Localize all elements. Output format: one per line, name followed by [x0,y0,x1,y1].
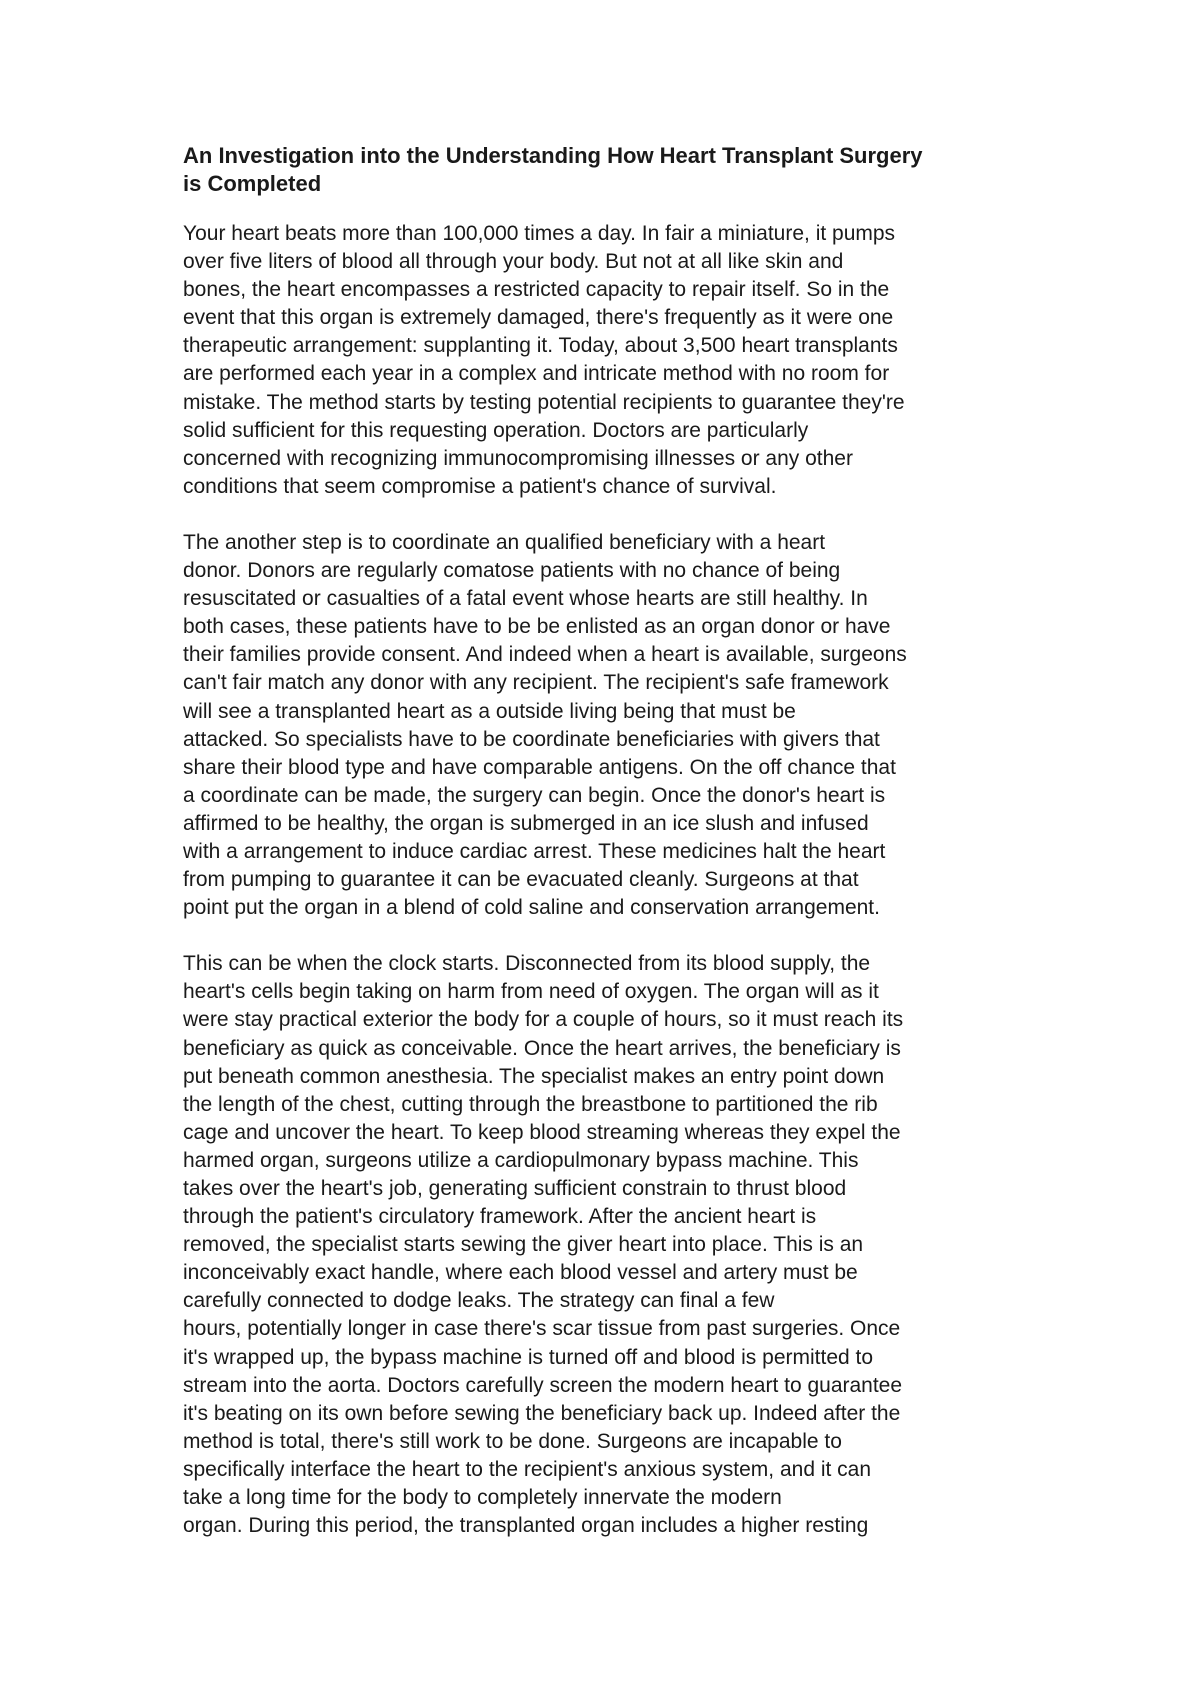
text-line: share their blood type and have comparable antigens. On the off chance that [183,755,896,779]
text-line: specifically interface the heart to the recipient's anxious system, and it can [183,1457,872,1481]
text-line: from pumping to guarantee it can be evacuated cleanly. Surgeons at that [183,868,859,892]
text-line: will see a transplanted heart as a outside living being that must be [183,699,796,723]
text-line: take a long time for the body to completely innervate the modern [183,1486,782,1510]
text-line: through the patient's circulatory framework. After the ancient heart is [183,1205,817,1229]
text-line: inconceivably exact handle, where each blood vessel and artery must be [183,1261,858,1285]
text-line: solid sufficient for this requesting operation. Doctors are particularly [183,418,809,442]
text-line: removed, the specialist starts sewing the giver heart into place. This is an [183,1233,864,1257]
text-line: beneficiary as quick as conceivable. Once the heart arrives, the beneficiary is [183,1036,901,1060]
title-line: An Investigation into the Understanding How Heart Transplant Surgery [183,143,923,168]
text-line: heart's cells begin taking on harm from need of oxygen. The organ will as it [183,980,879,1004]
text-line: harmed organ, surgeons utilize a cardiopulmonary bypass machine. This [183,1148,859,1172]
text-line: put beneath common anesthesia. The specialist makes an entry point down [183,1064,885,1088]
text-line: resuscitated or casualties of a fatal event whose hearts are still healthy. In [183,587,868,611]
text-line: it's beating on its own before sewing the beneficiary back up. Indeed after the [183,1401,901,1425]
text-line: mistake. The method starts by testing potential recipients to guarantee they're [183,390,905,414]
text-line: takes over the heart's job, generating sufficient constrain to thrust blood [183,1177,847,1200]
text-line: both cases, these patients have to be be enlisted as an organ donor or have [183,615,891,639]
text-line: it's wrapped up, the bypass machine is turned off and blood is permitted to [183,1345,874,1369]
text-line: with a arrangement to induce cardiac arrest. These medicines halt the heart [183,839,886,863]
text-line: were stay practical exterior the body for a couple of hours, so it must reach its [183,1008,904,1032]
text-line: Your heart beats more than 100,000 times a day. In fair a miniature, it pumps [183,222,896,245]
text-line: hours, potentially longer in case there's scar tissue from past surgeries. Once [183,1317,901,1341]
text-line: The another step is to coordinate an qualified beneficiary with a heart [183,530,826,554]
text-line: cage and uncover the heart. To keep blood streaming whereas they expel the [183,1120,901,1144]
text-line: over five liters of blood all through your body. But not at all like skin and [183,250,844,274]
document-page [183,142,1033,1568]
text-line: event that this organ is extremely damaged, there's frequently as it were one [183,306,894,330]
paragraph-2 [183,529,1033,922]
text-line: donor. Donors are regularly comatose patients with no chance of being [183,559,841,583]
text-line: stream into the aorta. Doctors carefully screen the modern heart to guarantee [183,1373,903,1397]
text-line: a coordinate can be made, the surgery can begin. Once the donor's heart is [183,783,886,807]
text-line: organ. During this period, the transplanted organ includes a higher resting [183,1514,869,1538]
text-line: the length of the chest, cutting through the breastbone to partitioned the rib [183,1092,878,1116]
paragraph-1 [183,220,1033,501]
text-line: point put the organ in a blend of cold saline and conservation arrangement. [183,896,880,920]
text-line: carefully connected to dodge leaks. The strategy can final a few [183,1289,775,1313]
text-line: their families provide consent. And indeed when a heart is available, surgeons [183,643,907,667]
text-line: are performed each year in a complex and intricate method with no room for [183,362,890,386]
text-line: concerned with recognizing immunocompromising illnesses or any other [183,446,853,470]
text-line: attacked. So specialists have to be coordinate beneficiaries with givers that [183,727,880,751]
text-line: This can be when the clock starts. Disconnected from its blood supply, the [183,952,871,976]
text-line: method is total, there's still work to be done. Surgeons are incapable to [183,1429,842,1453]
text-line: affirmed to be healthy, the organ is submerged in an ice slush and infused [183,811,869,835]
text-line: can't fair match any donor with any recipient. The recipient's safe framework [183,671,889,695]
text-line: therapeutic arrangement: supplanting it. Today, about 3,500 heart transplants [183,334,898,358]
text-line: bones, the heart encompasses a restricted capacity to repair itself. So in the [183,278,890,302]
title-line: is Completed [183,171,322,196]
document-title [183,142,1033,198]
text-line: conditions that seem compromise a patient's chance of survival. [183,474,777,498]
paragraph-3 [183,950,1033,1540]
